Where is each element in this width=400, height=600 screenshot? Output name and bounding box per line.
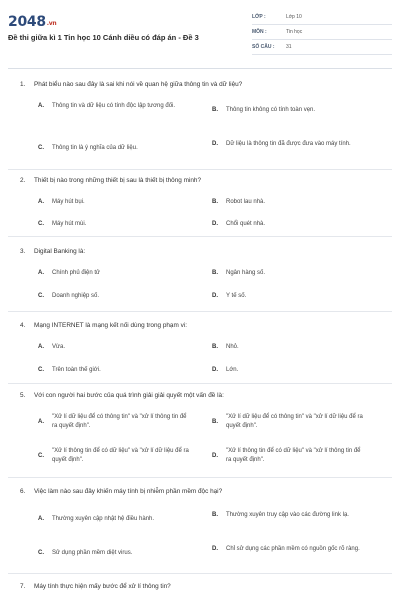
option-letter: B.: [212, 344, 218, 350]
question-text: [20, 176, 380, 185]
option-letter: C.: [38, 145, 44, 151]
meta-label: MÔN :: [252, 29, 267, 35]
question-3: [20, 247, 380, 299]
option-letter: B.: [212, 199, 218, 205]
option-letter: A.: [38, 516, 44, 522]
option-text: Thông tin là ý nghĩa của dữ liệu.: [52, 145, 138, 151]
question-stem: Digital Banking là:: [34, 248, 86, 255]
option-letter: C.: [38, 221, 44, 227]
meta-row-count: [252, 40, 392, 55]
option-letter: D.: [212, 452, 218, 459]
question-number: 6.: [20, 488, 26, 495]
option-letter: B.: [212, 107, 218, 113]
question-5: [20, 391, 380, 463]
question-stem: Việc làm nào sau đây khiến máy tính bị nhiễm phần mềm độc hại?: [34, 488, 223, 495]
option-d[interactable]: [212, 366, 366, 375]
header-divider: [8, 68, 392, 69]
option-letter: A.: [38, 344, 44, 350]
option-letter: D.: [212, 367, 218, 373]
option-b[interactable]: [212, 343, 366, 352]
option-letter: D.: [212, 546, 218, 552]
document-title: Đề thi giữa kì 1 Tin học 10 Cánh diều có đáp án - Đề 3: [8, 33, 199, 42]
option-c[interactable]: [38, 292, 192, 301]
option-d[interactable]: [212, 220, 366, 229]
option-c[interactable]: [38, 549, 192, 558]
question-number: 1.: [20, 81, 26, 88]
option-letter: D.: [212, 293, 218, 299]
option-text: Lớn.: [226, 367, 239, 373]
option-c[interactable]: [38, 447, 192, 465]
question-separator: [8, 169, 392, 170]
option-d[interactable]: [212, 545, 366, 554]
question-text: [20, 487, 380, 496]
option-letter: A.: [38, 103, 44, 109]
question-separator: [8, 573, 392, 574]
option-letter: A.: [38, 418, 44, 425]
question-number: 3.: [20, 248, 26, 255]
option-a[interactable]: [38, 413, 192, 431]
question-separator: [8, 236, 392, 237]
option-b[interactable]: [212, 413, 366, 431]
option-b[interactable]: [212, 106, 366, 115]
option-letter: B.: [212, 512, 218, 518]
option-text: Dữ liệu là thông tin đã được đưa vào máy tính.: [226, 141, 351, 147]
question-2: [20, 176, 380, 227]
option-text: Máy hút mùi.: [52, 221, 87, 227]
option-letter: C.: [38, 550, 44, 556]
option-d[interactable]: [212, 140, 366, 149]
option-d[interactable]: [212, 292, 366, 301]
option-text: Sử dụng phần mềm diệt virus.: [52, 550, 133, 556]
option-d[interactable]: [212, 447, 366, 465]
option-text: Robot lau nhà.: [226, 199, 266, 205]
option-c[interactable]: [38, 366, 192, 375]
option-a[interactable]: [38, 198, 192, 207]
question-stem: Phát biểu nào sau đây là sai khi nói về quan hệ giữa thông tin và dữ liệu?: [34, 81, 243, 88]
page-header: [0, 0, 400, 66]
question-number: 4.: [20, 322, 26, 329]
option-letter: D.: [212, 221, 218, 227]
option-a[interactable]: [38, 343, 192, 352]
question-text: [20, 247, 380, 256]
option-a[interactable]: [38, 515, 192, 524]
meta-row-grade: [252, 10, 392, 25]
question-separator: [8, 383, 392, 384]
question-text: [20, 80, 380, 89]
option-text: Ngân hàng số.: [226, 270, 266, 276]
question-text: [20, 582, 380, 591]
question-text: [20, 321, 380, 330]
option-letter: A.: [38, 199, 44, 205]
option-text: "Xử lí thông tin để có dữ liệu" và "xử lí dữ liệu để ra quyết định".: [52, 448, 189, 463]
meta-row-subject: [252, 25, 392, 40]
option-text: Trên toàn thế giới.: [52, 367, 101, 373]
option-text: Thường xuyên cập nhật hệ điều hành.: [52, 516, 155, 522]
meta-value: Tin học: [286, 29, 303, 35]
option-b[interactable]: [212, 198, 366, 207]
option-letter: A.: [38, 270, 44, 276]
option-letter: D.: [212, 141, 218, 147]
option-text: "Xử lí thông tin để có dữ liệu" và "xử lí thông tin để ra quyết định".: [226, 448, 361, 463]
option-text: Chỉ sử dụng các phần mềm có nguồn gốc rõ ràng.: [226, 546, 360, 552]
option-a[interactable]: [38, 102, 192, 111]
option-text: Chổi quét nhà.: [226, 221, 266, 227]
option-letter: C.: [38, 293, 44, 299]
logo-main: 2048: [8, 14, 46, 30]
meta-label: LỚP :: [252, 14, 266, 20]
option-text: Thường xuyên truy cập vào các đường link lạ.: [226, 512, 349, 518]
question-stem: Mạng INTERNET là mạng kết nối dùng trong phạm vi:: [34, 322, 187, 329]
meta-value: 31: [286, 44, 292, 50]
question-number: 2.: [20, 177, 26, 184]
question-stem: Với con người hai bước của quá trình giải giải quyết một vấn đề là:: [34, 392, 224, 399]
option-c[interactable]: [38, 144, 192, 153]
option-text: Vừa.: [52, 344, 66, 350]
meta-label: SỐ CÂU :: [252, 44, 275, 50]
question-6: [20, 487, 380, 556]
question-stem: Thiết bị nào trong những thiết bị sau là thiết bị thông minh?: [34, 177, 201, 184]
option-text: "Xử lí dữ liệu để có thông tin" và "xử lí thông tin để ra quyết định".: [52, 414, 187, 429]
option-a[interactable]: [38, 269, 192, 278]
option-text: Doanh nghiệp số.: [52, 293, 100, 299]
option-letter: B.: [212, 270, 218, 276]
question-1: [20, 80, 380, 151]
meta-table: [252, 10, 392, 55]
option-b[interactable]: [212, 269, 366, 278]
question-number: 5.: [20, 392, 26, 399]
option-c[interactable]: [38, 220, 192, 229]
option-text: Nhỏ.: [226, 344, 239, 350]
site-logo[interactable]: [8, 14, 56, 30]
question-4: [20, 321, 380, 373]
question-stem: Máy tính thực hiện mấy bước để xử lí thông tin?: [34, 583, 171, 590]
question-7: [20, 582, 380, 591]
question-separator: [8, 311, 392, 312]
option-text: "Xử lí dữ liệu để có thông tin" và "xử lí dữ liệu để ra quyết định".: [226, 414, 363, 429]
option-letter: C.: [38, 452, 44, 459]
option-text: Thông tin và dữ liệu có tính độc lập tương đối.: [52, 103, 176, 109]
option-text: Y tế số.: [226, 293, 247, 299]
question-number: 7.: [20, 583, 26, 590]
question-text: [20, 391, 380, 400]
option-text: Máy hút bụi.: [52, 199, 85, 205]
meta-value: Lớp 10: [286, 14, 302, 20]
option-letter: B.: [212, 418, 218, 425]
logo-suffix: .vn: [46, 20, 57, 27]
option-b[interactable]: [212, 511, 366, 520]
option-letter: C.: [38, 367, 44, 373]
option-text: Chính phủ điện tử: [52, 270, 101, 276]
option-text: Thông tin không có tính toàn vẹn.: [226, 107, 316, 113]
question-separator: [8, 477, 392, 478]
